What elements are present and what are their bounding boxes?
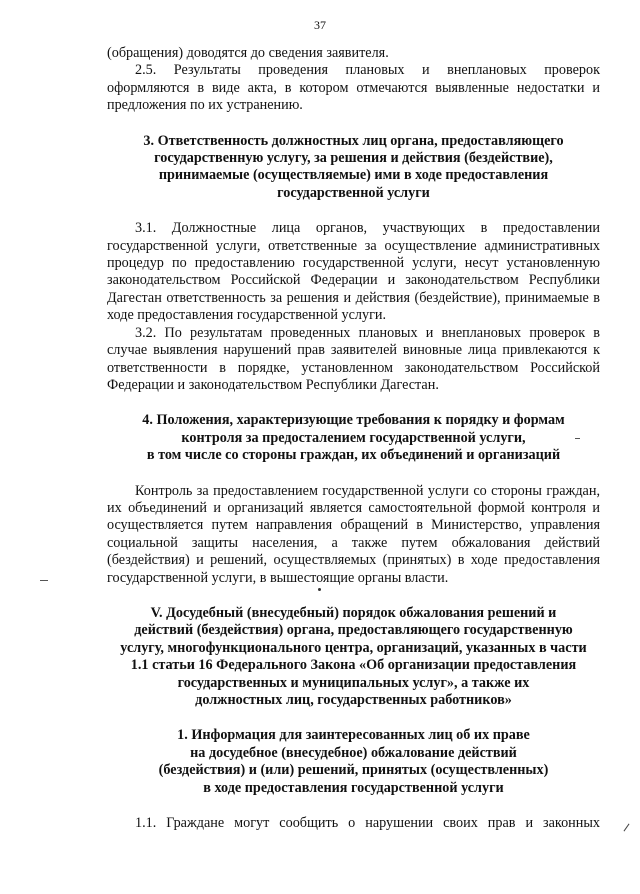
heading-line: 4. Положения, характеризующие требования к порядку и формам <box>142 412 565 429</box>
heading-line: действий (бездействия) органа, предоставляющего государственную <box>134 622 573 639</box>
heading-line: государственную услугу, за решения и действия (бездействие), <box>154 150 553 167</box>
paragraph-2-5: 2.5. Результаты проведения плановых и внеплановых проверок оформляются в виде акта, в котором отмечаются выявленные недостатки и предложения по их устранению. <box>107 62 600 114</box>
section-v-heading <box>107 605 600 709</box>
paragraph-3-1: 3.1. Должностные лица органов, участвующих в предоставлении государственной услуги, ответственные за осуществление административных процедур по предоставлению государственной услуги, несут установленную законодательством Российской Федерации и законодательством Республики Дагестан ответственность за решения и действия (бездействие), принимаемые в ходе предоставления государственной услуги. <box>107 220 600 324</box>
paragraph-4-control: Контроль за предоставлением государственной услуги со стороны граждан, их объединений и организаций является самостоятельной формой контроля и осуществляется путем направления обращений в Министерство, управления социальной защиты населения, а также путем обжалования действий (бездействия) и решений, осуществляемых (принятых) в ходе предоставления государственной услуги, в вышестоящие органы власти. <box>107 482 600 586</box>
document-body <box>107 45 600 832</box>
paragraph-1-1: 1.1. Граждане могут сообщить о нарушении своих прав и законных <box>135 815 600 832</box>
heading-line: 1.1 статьи 16 Федерального Закона «Об организации предоставления <box>130 657 577 674</box>
heading-line: на досудебное (внесудебное) обжалование действий <box>190 744 517 761</box>
heading-line: 1. Информация для заинтересованных лиц об их праве <box>177 727 530 744</box>
heading-line: должностных лиц, государственных работников» <box>195 692 512 708</box>
paragraph-3-2: 3.2. По результатам проведенных плановых и внеплановых проверок в случае выявления нарушений прав заявителей виновные лица привлекаются к ответственности в порядке, установленном законодательством Российской Федерации и законодательством Республики Дагестан. <box>107 324 600 393</box>
heading-line: контроля за предосталением государственной услуги, <box>181 429 526 446</box>
scan-speck <box>318 588 321 591</box>
heading-line: V. Досудебный (внесудебный) порядок обжалования решений и <box>150 604 557 621</box>
heading-line: в ходе предоставления государственной услуги <box>203 779 504 796</box>
scan-mark <box>624 824 630 832</box>
heading-line: государственных и муниципальных услуг», а также их <box>177 674 530 691</box>
heading-line: 3. Ответственность должностных лиц органа, предоставляющего <box>143 132 564 149</box>
heading-line: в том числе со стороны граждан, их объединений и организаций <box>146 447 561 464</box>
page-number: 37 <box>314 18 326 32</box>
heading-line: принимаемые (осуществляемые) ими в ходе предоставления <box>158 167 549 184</box>
scan-mark <box>575 438 580 439</box>
paragraph-continuation: (обращения) доводятся до сведения заявителя. <box>107 45 389 61</box>
heading-line: (бездействия) и (или) решений, принятых (осуществленных) <box>158 762 549 779</box>
scan-mark <box>40 580 48 581</box>
heading-line: государственной услуги <box>277 184 430 201</box>
heading-line: услугу, многофункционального центра, организаций, указанных в части <box>120 639 587 656</box>
section-4-heading <box>107 412 600 464</box>
section-3-heading <box>107 133 600 203</box>
subsection-1-heading <box>107 727 600 797</box>
